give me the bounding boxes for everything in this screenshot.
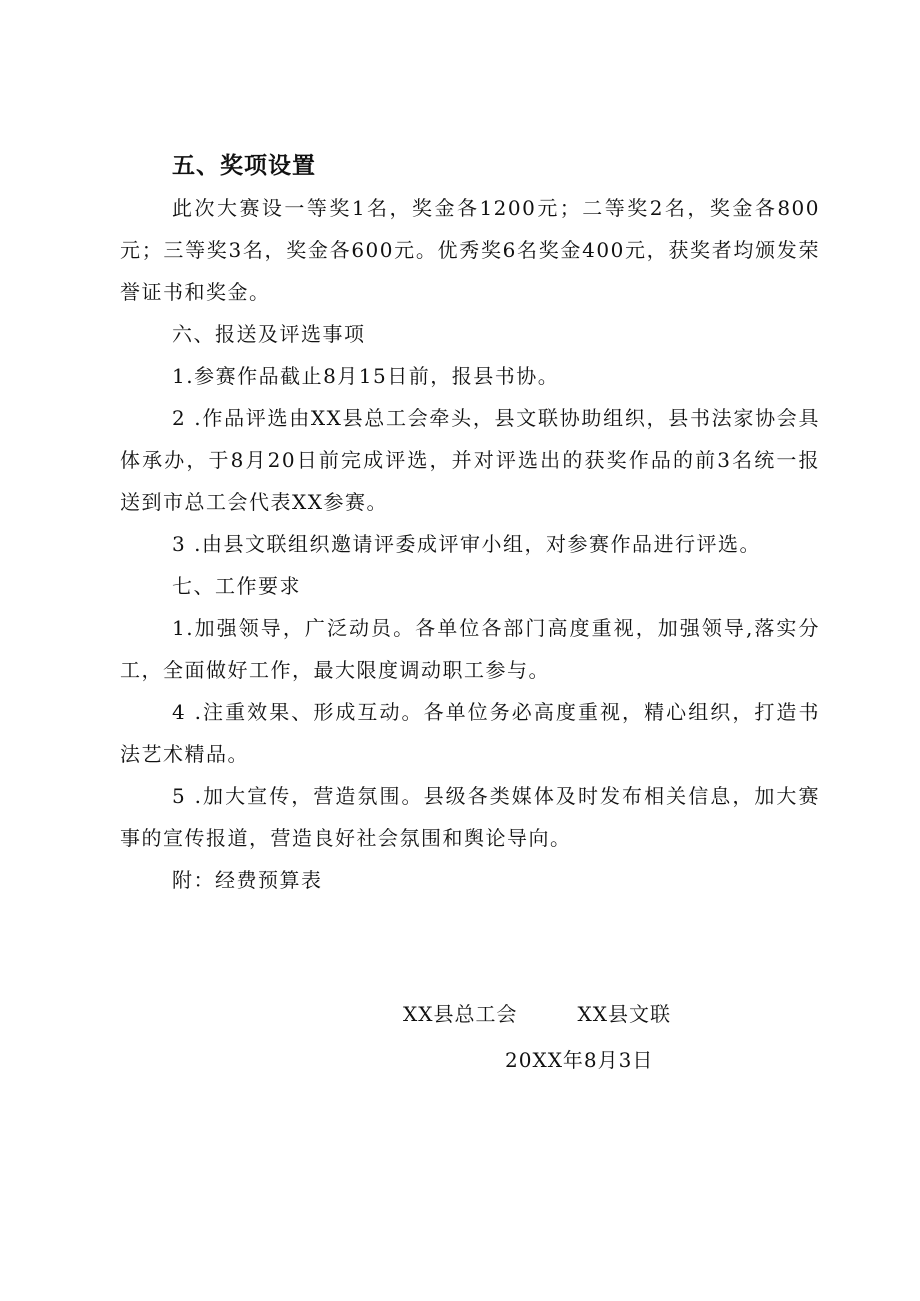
signature-block	[403, 993, 671, 1035]
submission-item-2: 2 .作品评选由XX县总工会牵头，县文联协助组织，县书法家协会具体承办，于8月20日前完成评选，并对评选出的获奖作品的前3名统一报送到市总工会代表XX参赛。	[120, 406, 820, 514]
requirement-item-5: 5 .加大宣传，营造氛围。县级各类媒体及时发布相关信息，加大赛事的宣传报道，营造良好社会氛围和舆论导向。	[120, 784, 820, 850]
section-heading-requirements: 七、工作要求	[172, 574, 301, 598]
requirement-item-1: 1.加强领导，广泛动员。各单位各部门高度重视，加强领导,落实分工，全面做好工作，最大限度调动职工参与。	[120, 616, 820, 682]
awards-paragraph: 此次大赛设一等奖1名，奖金各1200元；二等奖2名，奖金各800元；三等奖3名，奖金各600元。优秀奖6名奖金400元，获奖者均颁发荣誉证书和奖金。	[120, 196, 820, 304]
document-body	[120, 145, 820, 901]
submission-item-3: 3 .由县文联组织邀请评委成评审小组，对参赛作品进行评选。	[172, 532, 761, 556]
attachment-note: 附：经费预算表	[172, 868, 323, 892]
signature-org-union: XX县总工会	[403, 1002, 518, 1026]
submission-item-1: 1.参赛作品截止8月15日前，报县书协。	[172, 364, 560, 388]
section-heading-awards: 五、奖项设置	[172, 153, 316, 179]
section-heading-submission: 六、报送及评选事项	[172, 322, 366, 346]
signature-org-federation: XX县文联	[577, 1002, 671, 1026]
signature-date: 20XX年8月3日	[505, 1048, 654, 1072]
requirement-item-4: 4 .注重效果、形成互动。各单位务必高度重视，精心组织，打造书法艺术精品。	[120, 700, 820, 766]
